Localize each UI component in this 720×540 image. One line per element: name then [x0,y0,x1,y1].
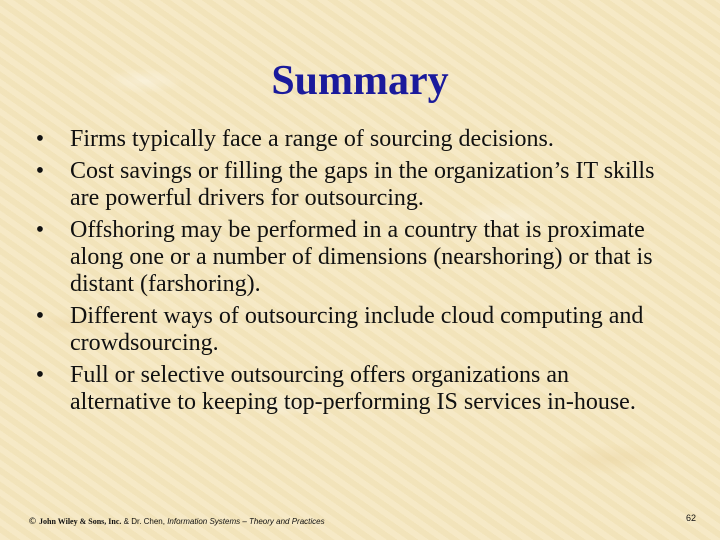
bullet-item [30,158,670,212]
copyright-icon: © [28,517,37,527]
bullet-list [30,126,670,421]
bullet-dot-icon: • [35,126,45,152]
bullet-text: Different ways of outsourcing include cloud computing and crowdsourcing. [70,303,644,356]
slide-title: Summary [271,58,449,104]
bullet-dot-icon: • [35,217,45,243]
bullet-item [30,126,670,153]
footer-book-title: Information Systems – Theory and Practices [167,517,325,526]
bullet-dot-icon: • [35,362,45,388]
bullet-text: Firms typically face a range of sourcing decisions. [70,126,554,152]
bullet-text: Offshoring may be performed in a country that is proximate along one or a number of dimensions (nearshoring) or that is distant (farshoring). [70,217,653,297]
footer-author: & Dr. Chen, [121,517,168,526]
bullet-text: Cost savings or filling the gaps in the organization’s IT skills are powerful drivers for outsourcing. [70,158,655,211]
bullet-item [30,303,670,357]
bullet-item [30,362,670,416]
bullet-item [30,217,670,298]
footer-credit [28,517,325,527]
footer-publisher: John Wiley & Sons, Inc. [39,517,122,526]
bullet-dot-icon: • [35,303,45,329]
bullet-dot-icon: • [35,158,45,184]
bullet-text: Full or selective outsourcing offers organizations an alternative to keeping top-performing IS services in-house. [70,362,636,415]
page-number: 62 [686,513,697,523]
